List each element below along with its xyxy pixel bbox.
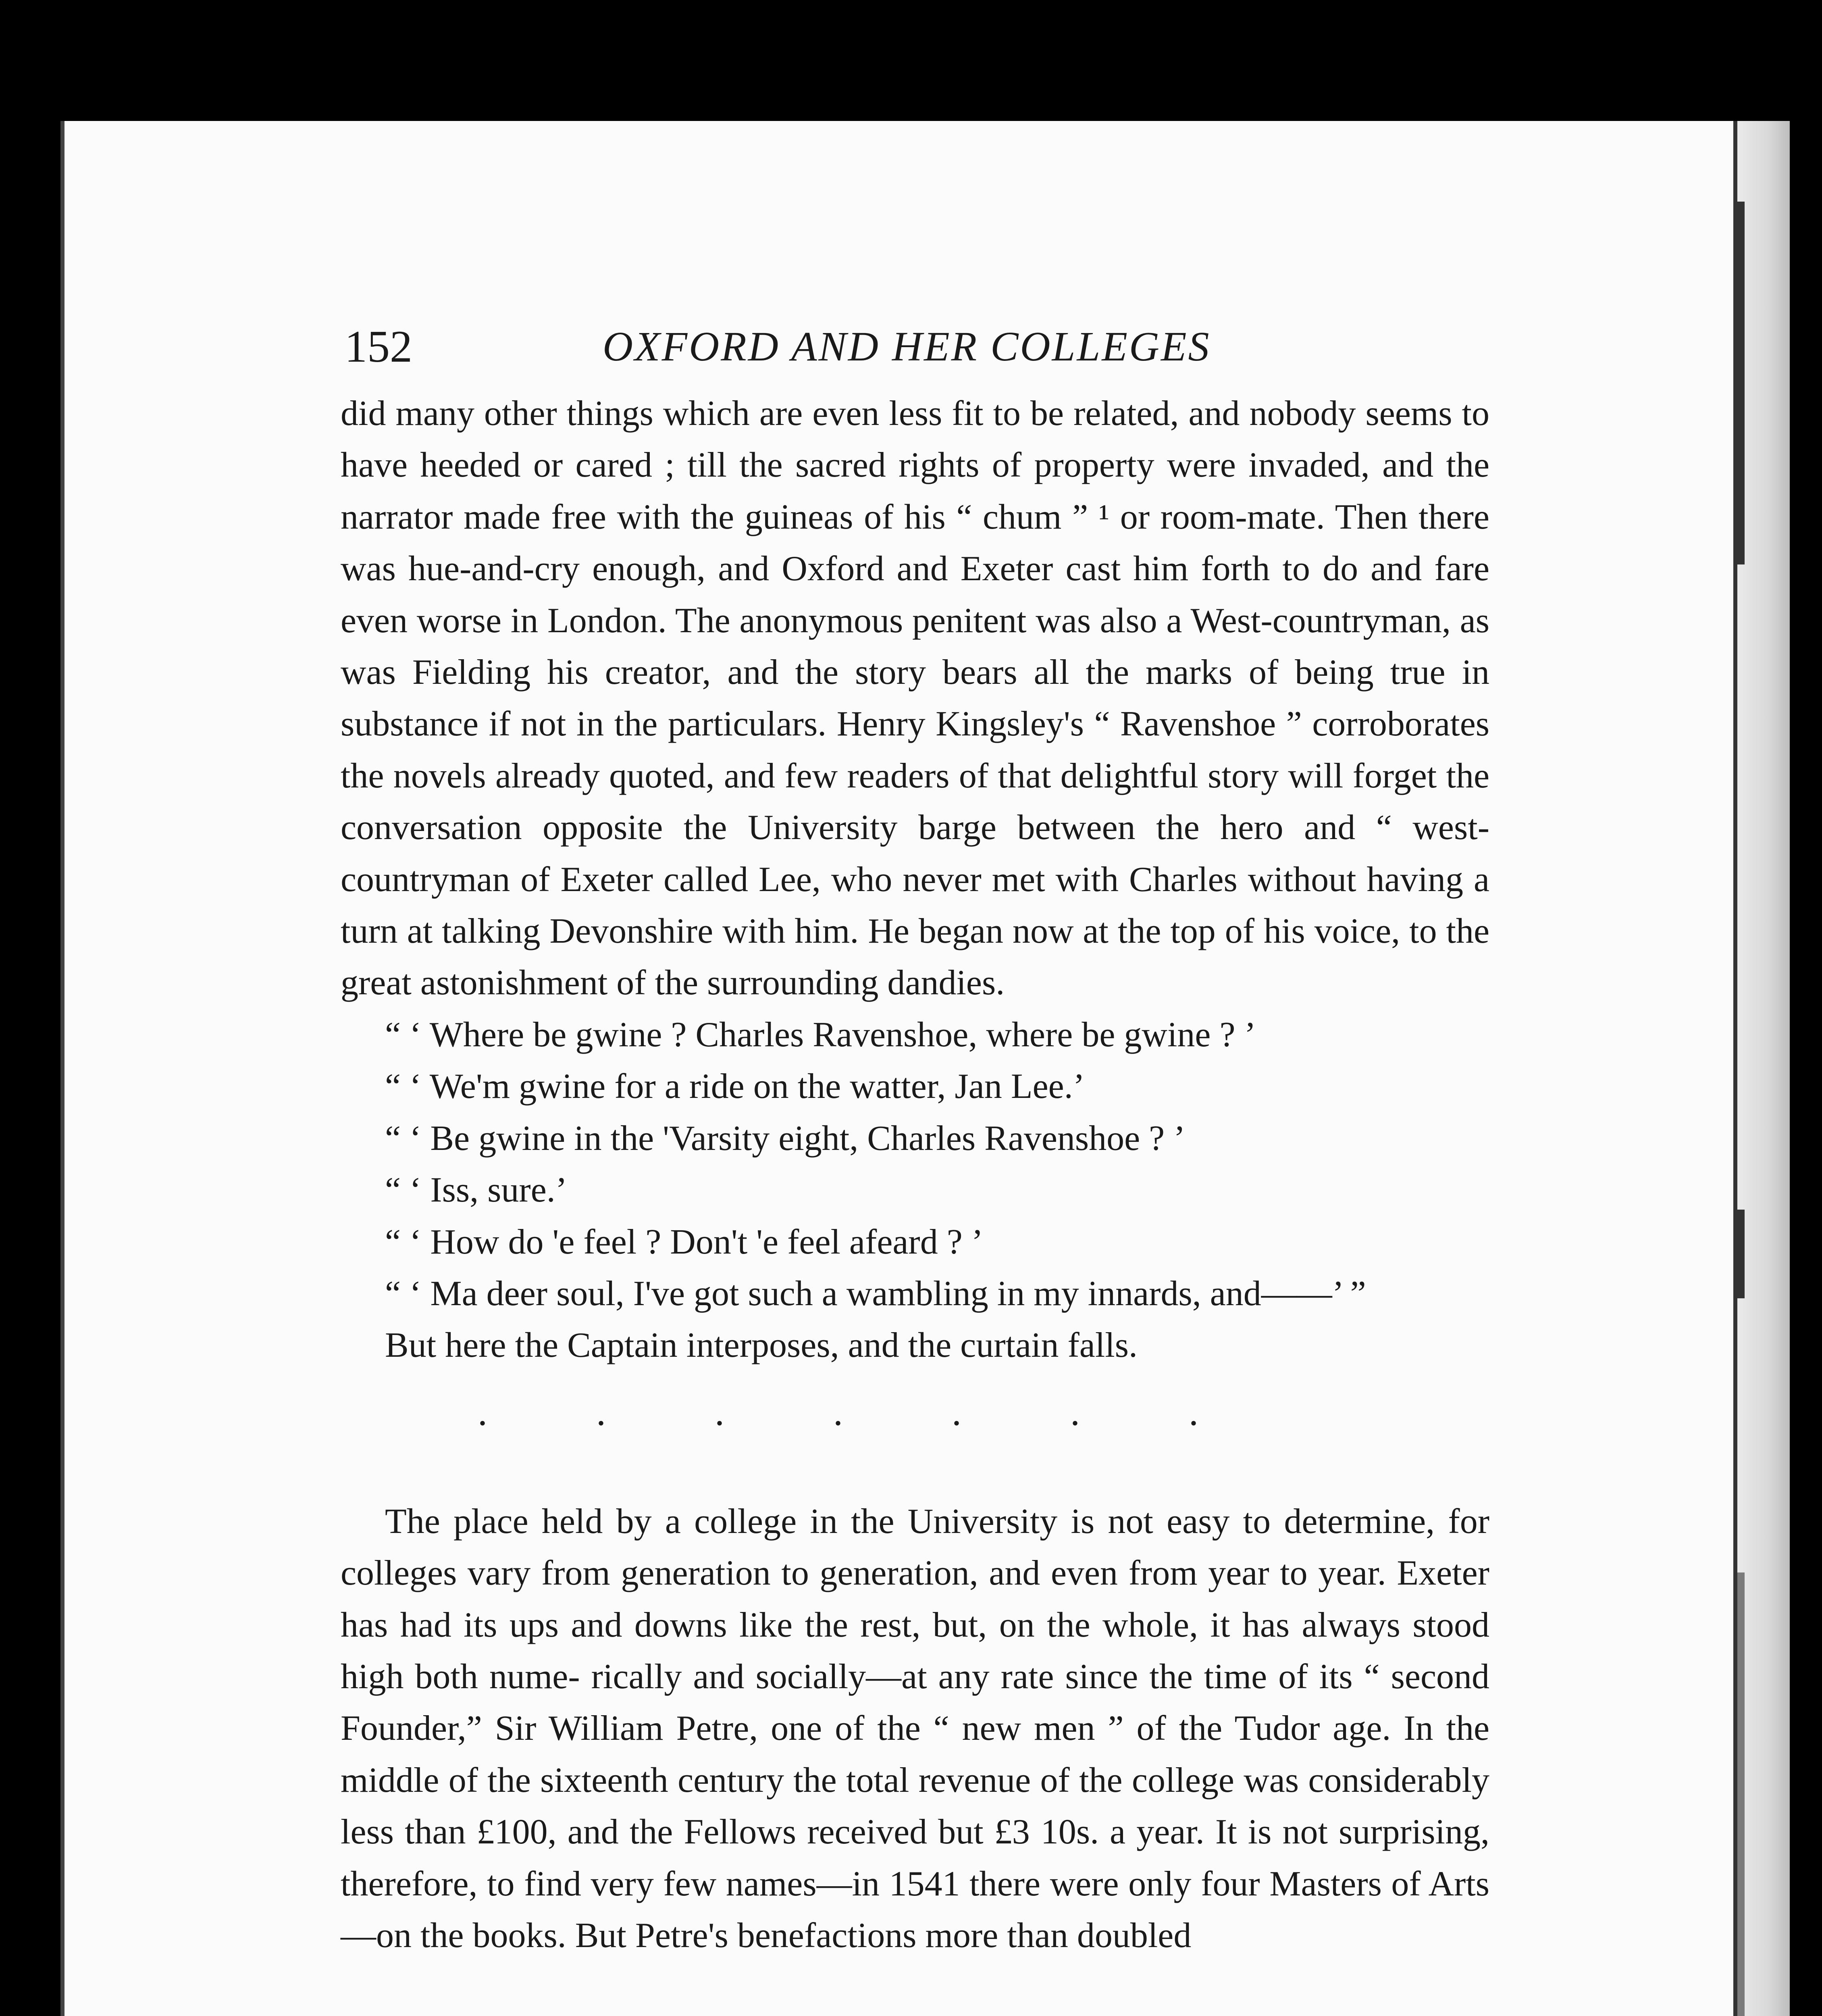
text-line: between the hero and “ west-countryman of Exeter called Lee,: [341, 808, 1489, 899]
dialogue-line: “ ‘ Where be gwine ? Charles Ravenshoe, where be gwine ? ’: [385, 1015, 1256, 1054]
text-line: who never met with Charles without having a turn at talking: [341, 860, 1490, 951]
body-text: [341, 388, 1489, 1962]
separator-dot: .: [715, 1390, 724, 1433]
edge-mark: [1737, 1210, 1745, 1298]
dialogue-line: “ ‘ How do 'e feel ? Don't 'e feel afeard ? ’: [385, 1222, 984, 1262]
text-line: hue-and-cry enough, and Oxford and Exeter cast him forth to: [408, 549, 1310, 589]
page-edge: [1733, 121, 1790, 2016]
separator-dot: .: [1189, 1390, 1198, 1433]
text-line: received but £3 10s. a year. It is not surprising, therefore, to: [341, 1812, 1489, 1904]
text-line: the story bears all the marks of being true in substance if not: [341, 653, 1489, 744]
text-line: and——’ ”: [1210, 1274, 1366, 1313]
text-line: of property were invaded, and the narrator made free with: [341, 446, 1490, 537]
separator-dot: .: [478, 1390, 487, 1433]
text-line: even from year to year. Exeter has had its ups and downs like: [341, 1554, 1489, 1645]
dialogue-line: “ ‘ Be gwine in the 'Varsity eight, Charles Ravenshoe ? ’: [385, 1118, 1186, 1158]
text-line: did many other things which are even less fit to be related, and: [341, 394, 1240, 433]
text-line: story will forget the conversation opposite the University barge: [341, 756, 1490, 848]
dialogue-line: “ ‘ Iss, sure.’: [385, 1170, 568, 1210]
text-line: was also a West-countryman, as was Fielding his creator, and: [341, 601, 1490, 692]
page-number: 152: [345, 322, 412, 372]
text-line: Devonshire with him. He began now at the top of his voice,: [549, 912, 1400, 951]
closing-line: But here the Captain interposes, and the curtain falls.: [385, 1326, 1138, 1365]
text-line: age. In the middle of the sixteenth century the total revenue: [341, 1709, 1489, 1800]
text-line: to the great astonishment of the surrounding dandies.: [341, 912, 1490, 1003]
separator-dot: .: [833, 1390, 843, 1433]
text-line: do and fare even worse in London. The anonymous penitent: [341, 549, 1490, 640]
separator-dot: .: [1070, 1390, 1080, 1433]
text-line: Arts—on the books. But Petre's benefactions more than doubled: [341, 1864, 1490, 1955]
text-line: determine, for colleges vary from generation to generation, and: [341, 1502, 1489, 1593]
edge-mark: [1737, 1572, 1745, 2016]
text-line: find very few names—in 1541 there were only four Masters of: [524, 1864, 1421, 1904]
text-line: of the college was considerably less than £100, and the Fellows: [341, 1760, 1490, 1852]
dialogue-line: “ ‘ We'm gwine for a ride on the watter, Jan Lee.’: [385, 1067, 1085, 1106]
paragraph-2: [341, 1496, 1489, 1962]
text-line: in the particulars. Henry Kingsley's “ Ravenshoe ” corroborates: [576, 704, 1490, 744]
text-line: nobody seems to have heeded or cared ; till the sacred rights: [341, 394, 1489, 485]
text-line: the guineas of his “ chum ” ¹ or room-mate. Then there was: [341, 497, 1489, 589]
section-separator: [341, 1372, 1489, 1452]
text-line: the rest, but, on the whole, it has always stood high both nume-: [341, 1605, 1490, 1696]
text-line: the novels already quoted, and few readers of that delightful: [341, 756, 1198, 796]
text-line: Founder,” Sir William Petre, one of the “ new men ” of the Tudor: [341, 1709, 1320, 1748]
separator-dot: .: [952, 1390, 961, 1433]
separator-dot: .: [596, 1390, 606, 1433]
paragraph-1: [341, 388, 1489, 1009]
running-head: [345, 312, 1643, 381]
dialogue-line-last: [341, 1268, 1489, 1320]
edge-mark: [1737, 202, 1745, 564]
text-line: The place held by a college in the University is not easy to: [385, 1502, 1271, 1541]
text-line: rically and socially—at any rate since the time of its “ second: [591, 1657, 1489, 1696]
text-line: “ ‘ Ma deer soul, I've got such a wambling in my innards,: [385, 1274, 1201, 1313]
running-title: OXFORD AND HER COLLEGES: [603, 323, 1211, 370]
